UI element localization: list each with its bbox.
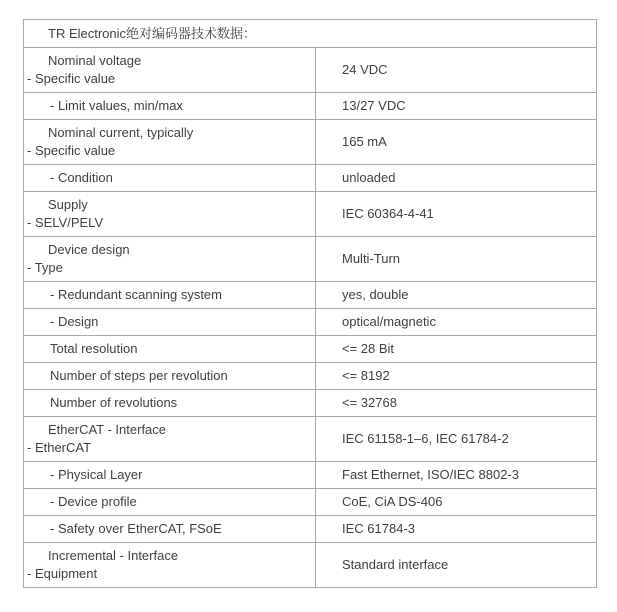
- value-cell: [316, 462, 596, 488]
- parameter-cell: [24, 165, 316, 191]
- parameter-cell: [24, 390, 316, 416]
- parameter-label-line: Nominal current, typically: [48, 125, 194, 140]
- parameter-label-line: Number of steps per revolution: [50, 368, 228, 383]
- value-text: Standard interface: [342, 557, 449, 572]
- value-text: 165 mA: [342, 134, 387, 149]
- table-row: [24, 281, 596, 308]
- parameter-label-line: - SELV/PELV: [27, 215, 104, 230]
- value-cell: [316, 417, 596, 461]
- parameter-cell: [24, 282, 316, 308]
- table-row: [24, 461, 596, 488]
- value-text: IEC 60364-4-41: [342, 206, 434, 221]
- parameter-cell: [24, 192, 316, 236]
- table-row: [24, 308, 596, 335]
- parameter-label-line: - Limit values, min/max: [50, 98, 183, 113]
- table-row: [24, 335, 596, 362]
- value-text: yes, double: [342, 287, 409, 302]
- value-text: 24 VDC: [342, 62, 388, 77]
- value-cell: [316, 192, 596, 236]
- parameter-label-line: Number of revolutions: [50, 395, 178, 410]
- value-cell: [316, 390, 596, 416]
- parameter-label-line: - Equipment: [27, 566, 98, 581]
- table-row: [24, 488, 596, 515]
- parameter-cell: [24, 309, 316, 335]
- table-row: [24, 47, 596, 92]
- value-cell: [316, 543, 596, 587]
- parameter-label-line: - Specific value: [27, 71, 116, 86]
- parameter-cell: [24, 336, 316, 362]
- value-cell: [316, 309, 596, 335]
- parameter-label-line: - Condition: [50, 170, 113, 185]
- parameter-label-line: - Redundant scanning system: [50, 287, 222, 302]
- value-text: unloaded: [342, 170, 396, 185]
- value-text: <= 8192: [342, 368, 390, 383]
- value-cell: [316, 282, 596, 308]
- table-body: [24, 47, 596, 587]
- value-text: optical/magnetic: [342, 314, 436, 329]
- parameter-label-line: - Specific value: [27, 143, 116, 158]
- parameter-label-line: - Type: [27, 260, 63, 275]
- value-text: <= 28 Bit: [342, 341, 395, 356]
- value-cell: [316, 93, 596, 119]
- parameter-cell: [24, 120, 316, 164]
- table-row: [24, 389, 596, 416]
- value-text: IEC 61784-3: [342, 521, 415, 536]
- value-text: Multi-Turn: [342, 251, 401, 266]
- parameter-label-line: - EtherCAT: [27, 440, 92, 455]
- table-row: [24, 542, 596, 587]
- parameter-cell: [24, 417, 316, 461]
- parameter-label-line: Device design: [48, 242, 130, 257]
- parameter-cell: [24, 516, 316, 542]
- table-title: TR Electronic绝对编码器技术数据：: [48, 26, 257, 41]
- parameter-cell: [24, 363, 316, 389]
- parameter-label-line: Total resolution: [50, 341, 138, 356]
- parameter-cell: [24, 93, 316, 119]
- parameter-cell: [24, 462, 316, 488]
- table-row: [24, 236, 596, 281]
- value-text: IEC 61158-1–6, IEC 61784-2: [342, 431, 509, 446]
- parameter-cell: [24, 237, 316, 281]
- encoder-spec-table: [23, 19, 597, 588]
- table-title-row: [24, 20, 596, 47]
- value-text: Fast Ethernet, ISO/IEC 8802-3: [342, 467, 520, 482]
- value-cell: [316, 120, 596, 164]
- table-row: [24, 191, 596, 236]
- value-text: CoE, CiA DS-406: [342, 494, 443, 509]
- value-cell: [316, 48, 596, 92]
- table-row: [24, 416, 596, 461]
- parameter-label-line: - Design: [50, 314, 99, 329]
- parameter-label-line: EtherCAT - Interface: [48, 422, 167, 437]
- value-cell: [316, 336, 596, 362]
- parameter-cell: [24, 48, 316, 92]
- value-cell: [316, 363, 596, 389]
- parameter-label-line: - Device profile: [50, 494, 137, 509]
- parameter-label-line: Incremental - Interface: [48, 548, 179, 563]
- value-text: 13/27 VDC: [342, 98, 406, 113]
- parameter-cell: [24, 543, 316, 587]
- value-cell: [316, 489, 596, 515]
- table-row: [24, 362, 596, 389]
- value-cell: [316, 237, 596, 281]
- table-row: [24, 515, 596, 542]
- parameter-label-line: - Safety over EtherCAT, FSoE: [50, 521, 222, 536]
- parameter-label-line: Nominal voltage: [48, 53, 142, 68]
- table-row: [24, 92, 596, 119]
- value-cell: [316, 516, 596, 542]
- parameter-cell: [24, 489, 316, 515]
- value-cell: [316, 165, 596, 191]
- table-row: [24, 119, 596, 164]
- value-text: <= 32768: [342, 395, 397, 410]
- parameter-label-line: Supply: [48, 197, 88, 212]
- table-row: [24, 164, 596, 191]
- parameter-label-line: - Physical Layer: [50, 467, 143, 482]
